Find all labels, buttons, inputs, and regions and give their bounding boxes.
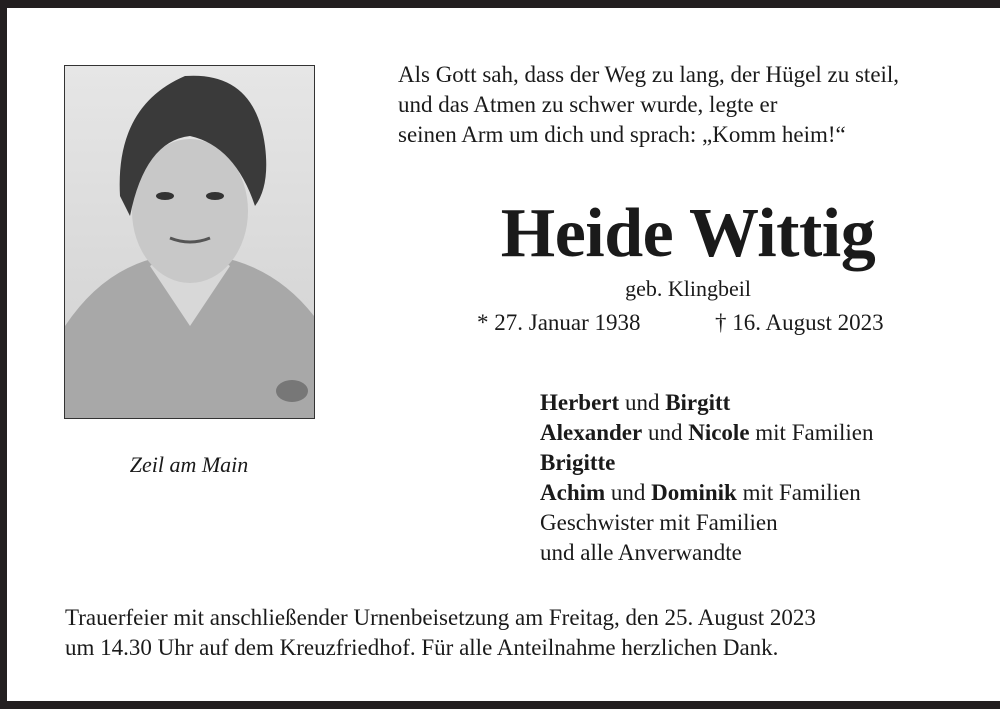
poem-line: Als Gott sah, dass der Weg zu lang, der Hügel zu steil, [398,62,900,87]
poem-text [398,60,899,150]
deceased-name: Heide Wittig [500,195,876,272]
mourner-line: Geschwister mit Familien [540,510,778,535]
funeral-info-line: Trauerfeier mit anschließender Urnenbeisetzung am Freitag, den 25. August 2023 [65,605,816,630]
mourner-line: Alexander und Nicole mit Familien [540,420,874,445]
funeral-info [65,603,816,663]
death-date: † 16. August 2023 [715,310,884,335]
mourner-line: Brigitte [540,450,616,475]
mourner-line: Herbert und Birgitt [540,390,731,415]
poem-line: seinen Arm um dich und sprach: „Komm heim!“ [398,122,846,147]
mourners-list [540,388,873,568]
portrait-photo [64,65,315,419]
poem-line: und das Atmen zu schwer wurde, legte er [398,92,778,117]
maiden-name: geb. Klingbeil [625,276,751,301]
mourner-line: und alle Anverwandte [540,540,742,565]
funeral-info-line: um 14.30 Uhr auf dem Kreuzfriedhof. Für alle Anteilnahme herzlichen Dank. [65,635,779,660]
place: Zeil am Main [129,452,249,477]
mourner-line: Achim und Dominik mit Familien [540,480,861,505]
portrait-illustration [65,66,314,418]
birth-date: * 27. Januar 1938 [477,310,641,335]
obituary-card [7,8,1000,701]
